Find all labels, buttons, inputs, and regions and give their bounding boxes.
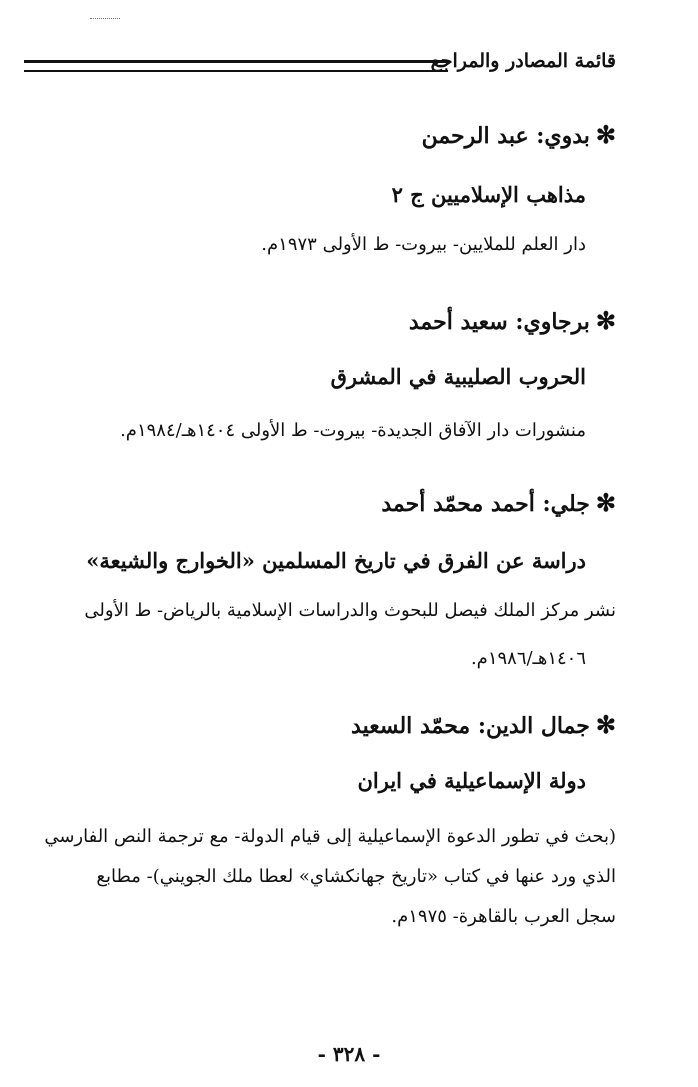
entry-publication: نشر مركز الملك فيصل للبحوث والدراسات الإسلامية بالرياض- ط الأولى [84, 600, 616, 621]
entry-publication: دار العلم للملايين- بيروت- ط الأولى ١٩٧٣م. [261, 234, 586, 255]
header-rule [24, 60, 448, 72]
entry-author: ✻جلي: أحمد محمّد أحمد [381, 488, 616, 517]
asterisk-icon: ✻ [595, 120, 616, 149]
running-header-title: قائمة المصادر والمراجع [430, 50, 616, 72]
asterisk-icon: ✻ [595, 488, 616, 517]
entry-publication: الذي ورد عنها في كتاب «تاريخ جهانكشاي» لعطا ملك الجويني)- مطابع [96, 866, 616, 887]
asterisk-icon: ✻ [595, 306, 616, 335]
entry-publication: (بحث في تطور الدعوة الإسماعيلية إلى قيام الدولة- مع ترجمة النص الفارسي [44, 826, 616, 847]
entry-title: دولة الإسماعيلية في ايران [357, 768, 586, 793]
page-number: - ٣٢٨ - [317, 1042, 381, 1066]
scan-mark [90, 18, 120, 19]
entry-author: ✻بدوي: عبد الرحمن [421, 120, 616, 149]
asterisk-icon: ✻ [595, 710, 616, 739]
entry-author: ✻برجاوي: سعيد أحمد [408, 306, 616, 335]
entry-publication: منشورات دار الآفاق الجديدة- بيروت- ط الأولى ١٤٠٤هـ/١٩٨٤م. [120, 420, 586, 441]
entry-publication: ١٤٠٦هـ/١٩٨٦م. [470, 648, 586, 669]
entry-publication: سجل العرب بالقاهرة- ١٩٧٥م. [391, 906, 616, 927]
entry-title: مذاهب الإسلاميين ج ٢ [391, 182, 586, 207]
entry-title: دراسة عن الفرق في تاريخ المسلمين «الخوارج والشيعة» [86, 548, 586, 573]
entry-title: الحروب الصليبية في المشرق [330, 364, 586, 389]
entry-author: ✻جمال الدين: محمّد السعيد [351, 710, 616, 739]
